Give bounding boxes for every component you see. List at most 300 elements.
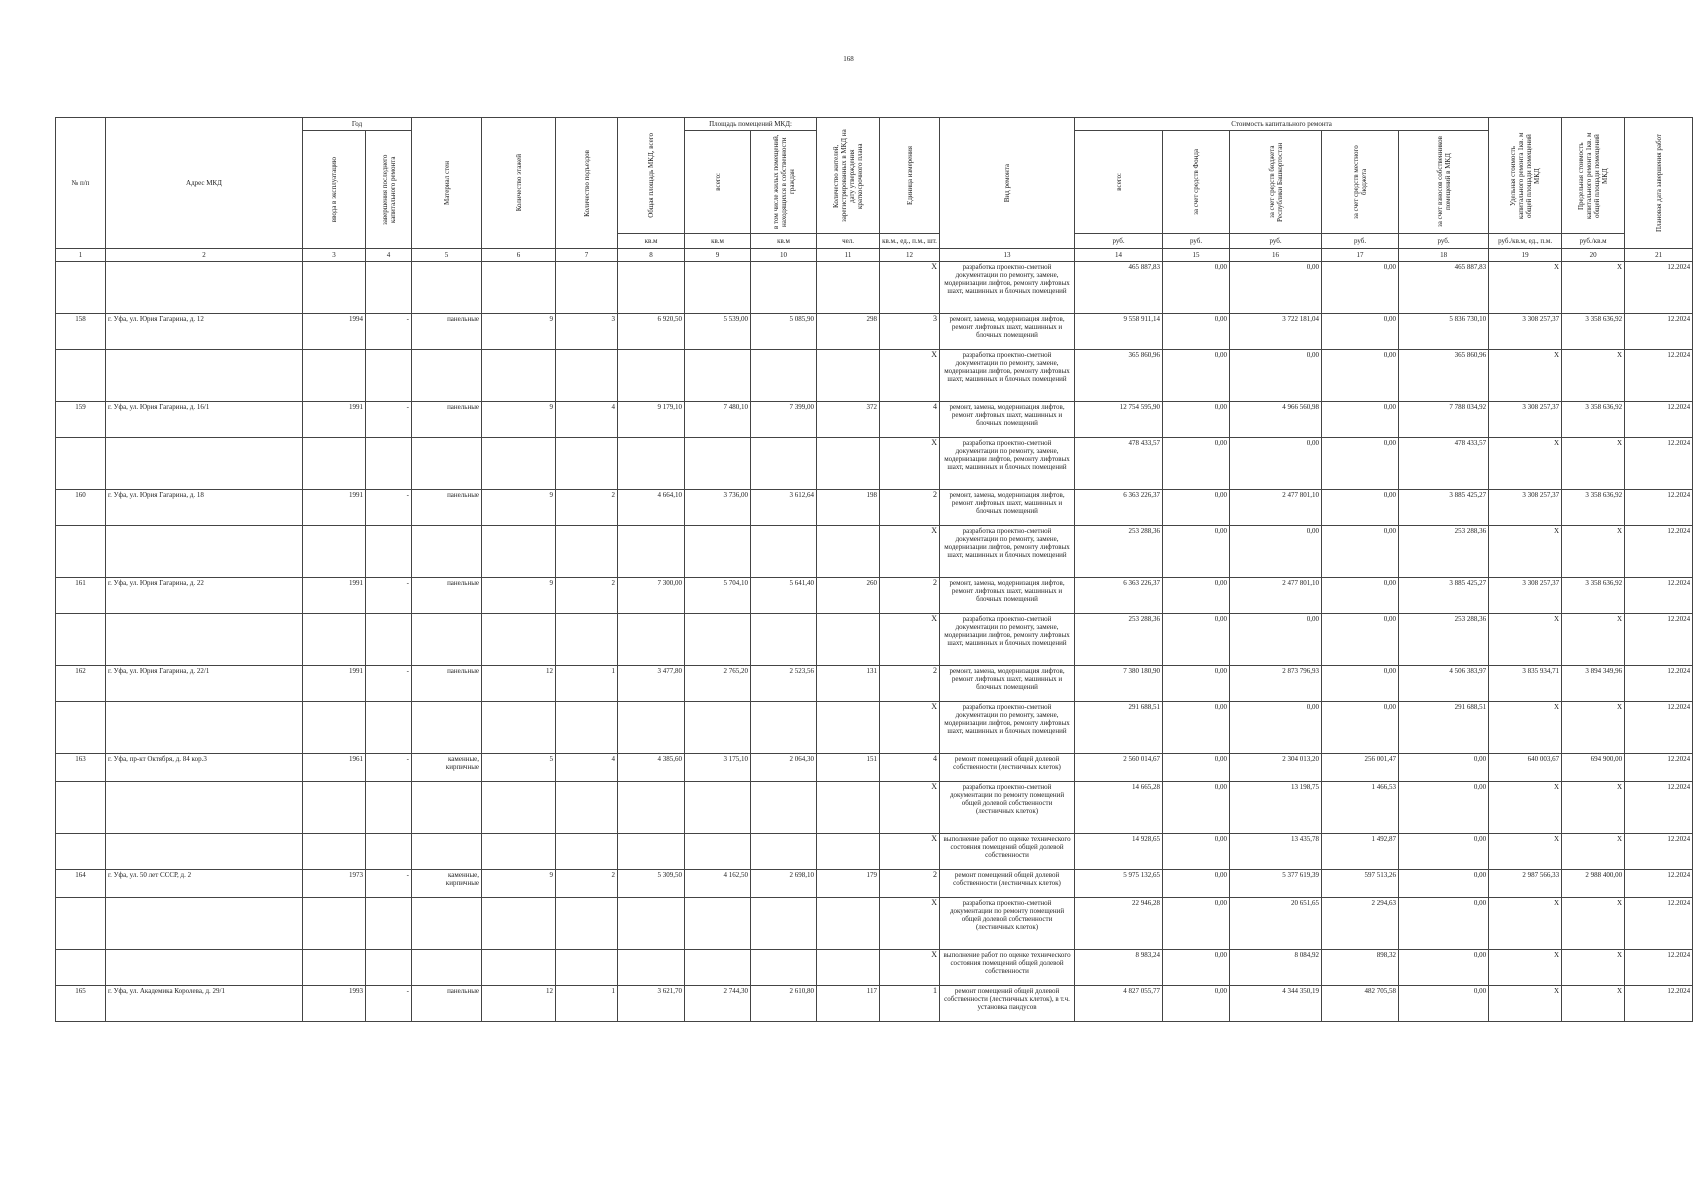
cell-unit: X xyxy=(880,898,940,950)
table-body xyxy=(56,262,1693,1022)
cell-cost-local-budget: 0,00 xyxy=(1322,262,1399,314)
cell-row-number xyxy=(56,350,106,402)
cell-deadline: 12.2024 xyxy=(1625,986,1693,1022)
cell-cost-fund: 0,00 xyxy=(1163,438,1230,490)
cell-entrances: 3 xyxy=(556,314,618,350)
cell-cost-owners: 0,00 xyxy=(1399,898,1489,950)
cell-limit-cost: X xyxy=(1562,438,1625,490)
cell-entrances: 2 xyxy=(556,870,618,898)
cell-work-type: разработка проектно-сметной документации по ремонту, замене, модернизации лифтов, ремонту лифтовых шахт, машинных и блочных помещений xyxy=(940,262,1075,314)
cell-year-last: - xyxy=(366,314,412,350)
cell-entrances xyxy=(556,702,618,754)
cell-unit-cost: X xyxy=(1489,950,1562,986)
cell-entrances xyxy=(556,262,618,314)
th-fund: за счет средств Фонда xyxy=(1163,131,1230,234)
cell-cost-owners: 0,00 xyxy=(1399,950,1489,986)
cell-row-number xyxy=(56,262,106,314)
cell-cost-local-budget: 898,32 xyxy=(1322,950,1399,986)
cell-area-owned xyxy=(751,782,817,834)
cell-cost-total: 7 380 180,90 xyxy=(1075,666,1163,702)
cell-year-built xyxy=(303,438,366,490)
cell-cost-local-budget: 2 294,63 xyxy=(1322,898,1399,950)
cell-year-built xyxy=(303,898,366,950)
cell-address xyxy=(106,950,303,986)
cell-unit: 2 xyxy=(880,870,940,898)
cell-total-area xyxy=(618,438,685,490)
cell-limit-cost: 3 358 636,92 xyxy=(1562,490,1625,526)
cell-row-number xyxy=(56,526,106,578)
table-row xyxy=(56,578,1693,614)
cell-floors: 12 xyxy=(482,986,556,1022)
table-row xyxy=(56,490,1693,526)
col-num: 16 xyxy=(1230,249,1322,262)
capital-repair-table xyxy=(55,117,1693,1022)
col-num: 5 xyxy=(412,249,482,262)
table-header xyxy=(56,118,1693,262)
cell-deadline: 12.2024 xyxy=(1625,402,1693,438)
cell-cost-owners: 3 885 425,27 xyxy=(1399,578,1489,614)
cell-cost-total: 6 363 226,37 xyxy=(1075,578,1163,614)
cell-area-owned xyxy=(751,526,817,578)
col-num: 19 xyxy=(1489,249,1562,262)
table-row xyxy=(56,870,1693,898)
cell-cost-owners: 253 288,36 xyxy=(1399,526,1489,578)
cell-residents: 131 xyxy=(817,666,880,702)
cell-residents: 117 xyxy=(817,986,880,1022)
cell-floors: 9 xyxy=(482,870,556,898)
cell-cost-owners: 0,00 xyxy=(1399,754,1489,782)
cell-address: г. Уфа, ул. Академика Королева, д. 29/1 xyxy=(106,986,303,1022)
cell-entrances: 4 xyxy=(556,402,618,438)
th-area-all: всего: xyxy=(685,131,751,234)
cell-limit-cost: 2 988 400,00 xyxy=(1562,870,1625,898)
cell-floors xyxy=(482,834,556,870)
cell-entrances xyxy=(556,950,618,986)
cell-floors xyxy=(482,350,556,402)
cell-cost-fund: 0,00 xyxy=(1163,898,1230,950)
cell-cost-rb-budget: 8 084,92 xyxy=(1230,950,1322,986)
cell-row-number: 160 xyxy=(56,490,106,526)
cell-cost-local-budget: 0,00 xyxy=(1322,490,1399,526)
table-row xyxy=(56,438,1693,490)
cell-year-last xyxy=(366,350,412,402)
cell-entrances xyxy=(556,782,618,834)
cell-area-owned xyxy=(751,898,817,950)
cell-work-type: ремонт помещений общей долевой собственности (лестничных клеток), в т.ч. установка пандусов xyxy=(940,986,1075,1022)
cell-year-last: - xyxy=(366,666,412,702)
cell-cost-total: 22 946,28 xyxy=(1075,898,1163,950)
cell-deadline: 12.2024 xyxy=(1625,314,1693,350)
cell-year-last xyxy=(366,702,412,754)
cell-year-last: - xyxy=(366,986,412,1022)
cell-cost-fund: 0,00 xyxy=(1163,834,1230,870)
cell-address: г. Уфа, ул. Юрия Гагарина, д. 16/1 xyxy=(106,402,303,438)
th-work-type: Вид ремонта xyxy=(940,118,1075,249)
cell-unit-cost: X xyxy=(1489,438,1562,490)
cell-cost-local-budget: 597 513,26 xyxy=(1322,870,1399,898)
cell-year-built: 1991 xyxy=(303,666,366,702)
cell-residents: 151 xyxy=(817,754,880,782)
cell-floors xyxy=(482,614,556,666)
cell-unit: X xyxy=(880,834,940,870)
cell-wall-material xyxy=(412,526,482,578)
cell-unit: 2 xyxy=(880,578,940,614)
cell-unit-cost: 3 308 257,37 xyxy=(1489,402,1562,438)
cell-cost-fund: 0,00 xyxy=(1163,986,1230,1022)
cell-total-area: 3 477,80 xyxy=(618,666,685,702)
cell-deadline: 12.2024 xyxy=(1625,262,1693,314)
cell-year-last: - xyxy=(366,402,412,438)
cell-deadline: 12.2024 xyxy=(1625,350,1693,402)
cell-residents xyxy=(817,702,880,754)
cell-total-area: 4 385,60 xyxy=(618,754,685,782)
cell-unit-cost: X xyxy=(1489,834,1562,870)
cell-limit-cost: X xyxy=(1562,702,1625,754)
cell-wall-material xyxy=(412,950,482,986)
cell-area-all xyxy=(685,438,751,490)
cell-cost-total: 8 983,24 xyxy=(1075,950,1163,986)
cell-cost-total: 365 860,96 xyxy=(1075,350,1163,402)
cell-limit-cost: 3 358 636,92 xyxy=(1562,314,1625,350)
col-num: 11 xyxy=(817,249,880,262)
cell-cost-total: 14 665,28 xyxy=(1075,782,1163,834)
cell-total-area xyxy=(618,950,685,986)
cell-row-number: 158 xyxy=(56,314,106,350)
th-cost: Стоимость капитального ремонта xyxy=(1075,118,1489,131)
cell-deadline: 12.2024 xyxy=(1625,870,1693,898)
table-row xyxy=(56,754,1693,782)
cell-cost-rb-budget: 0,00 xyxy=(1230,702,1322,754)
cell-unit: 2 xyxy=(880,666,940,702)
cell-area-owned: 2 610,80 xyxy=(751,986,817,1022)
cell-floors: 9 xyxy=(482,490,556,526)
cell-limit-cost: 3 358 636,92 xyxy=(1562,402,1625,438)
cell-cost-local-budget: 0,00 xyxy=(1322,614,1399,666)
cell-unit: X xyxy=(880,614,940,666)
th-floors: Количество этажей xyxy=(482,118,556,249)
cell-entrances xyxy=(556,834,618,870)
cell-deadline: 12.2024 xyxy=(1625,614,1693,666)
table-row xyxy=(56,702,1693,754)
cell-address xyxy=(106,834,303,870)
cell-unit-cost: X xyxy=(1489,782,1562,834)
cell-cost-owners: 478 433,57 xyxy=(1399,438,1489,490)
cell-entrances: 4 xyxy=(556,754,618,782)
cell-cost-rb-budget: 2 304 013,20 xyxy=(1230,754,1322,782)
cell-cost-rb-budget: 0,00 xyxy=(1230,614,1322,666)
cell-cost-fund: 0,00 xyxy=(1163,402,1230,438)
cell-cost-local-budget: 0,00 xyxy=(1322,402,1399,438)
cell-work-type: разработка проектно-сметной документации по ремонту, замене, модернизации лифтов, ремонту лифтовых шахт, машинных и блочных помещений xyxy=(940,350,1075,402)
cell-limit-cost: X xyxy=(1562,898,1625,950)
cell-unit-cost: X xyxy=(1489,986,1562,1022)
table-row xyxy=(56,666,1693,702)
cell-row-number xyxy=(56,950,106,986)
th-residents: Количество жителей, зарегистрированных в МКД на дату утверждения краткосрочного плана xyxy=(817,118,880,234)
cell-unit-cost: X xyxy=(1489,262,1562,314)
cell-year-last: - xyxy=(366,490,412,526)
cell-wall-material: каменные, кирпичные xyxy=(412,870,482,898)
cell-deadline: 12.2024 xyxy=(1625,834,1693,870)
th-wall: Материал стен xyxy=(412,118,482,249)
cell-limit-cost: X xyxy=(1562,782,1625,834)
cell-unit: X xyxy=(880,702,940,754)
th-limit-cost: Предельная стоимость капитального ремонта 1кв. м общей площади помещений МКД xyxy=(1562,118,1625,234)
cell-cost-rb-budget: 0,00 xyxy=(1230,438,1322,490)
cell-area-owned xyxy=(751,262,817,314)
cell-area-all: 3 175,10 xyxy=(685,754,751,782)
cell-cost-local-budget: 256 001,47 xyxy=(1322,754,1399,782)
cell-cost-fund: 0,00 xyxy=(1163,614,1230,666)
col-num: 6 xyxy=(482,249,556,262)
cell-area-owned: 2 064,30 xyxy=(751,754,817,782)
cell-unit-cost: 3 308 257,37 xyxy=(1489,578,1562,614)
cell-unit-cost: 2 987 566,33 xyxy=(1489,870,1562,898)
cell-unit: X xyxy=(880,262,940,314)
cell-wall-material xyxy=(412,782,482,834)
cell-wall-material xyxy=(412,834,482,870)
cell-cost-total: 291 688,51 xyxy=(1075,702,1163,754)
cell-total-area xyxy=(618,898,685,950)
cell-total-area xyxy=(618,350,685,402)
cell-cost-rb-budget: 0,00 xyxy=(1230,350,1322,402)
cell-wall-material xyxy=(412,898,482,950)
cell-cost-owners: 291 688,51 xyxy=(1399,702,1489,754)
column-number-row xyxy=(56,249,1693,262)
table-row xyxy=(56,834,1693,870)
cell-year-built: 1991 xyxy=(303,402,366,438)
cell-deadline: 12.2024 xyxy=(1625,754,1693,782)
cell-unit-cost: 3 308 257,37 xyxy=(1489,490,1562,526)
cell-cost-local-budget: 0,00 xyxy=(1322,526,1399,578)
unit-11: руб./кв.м, ед., п.м. xyxy=(1489,234,1562,249)
cell-floors xyxy=(482,782,556,834)
cell-limit-cost: X xyxy=(1562,262,1625,314)
cell-entrances xyxy=(556,614,618,666)
cell-floors xyxy=(482,262,556,314)
cell-cost-fund: 0,00 xyxy=(1163,262,1230,314)
col-num: 8 xyxy=(618,249,685,262)
cell-cost-rb-budget: 0,00 xyxy=(1230,526,1322,578)
cell-cost-total: 4 827 055,77 xyxy=(1075,986,1163,1022)
cell-year-built xyxy=(303,350,366,402)
cell-limit-cost: X xyxy=(1562,350,1625,402)
th-year-built: ввода в эксплуатацию xyxy=(303,131,366,249)
table-row xyxy=(56,314,1693,350)
th-owners: за счет взносов собственников помещений в МКД xyxy=(1399,131,1489,234)
cell-total-area xyxy=(618,782,685,834)
cell-area-all: 2 765,20 xyxy=(685,666,751,702)
cell-row-number: 163 xyxy=(56,754,106,782)
cell-cost-local-budget: 1 492,87 xyxy=(1322,834,1399,870)
cell-cost-owners: 5 836 730,10 xyxy=(1399,314,1489,350)
cell-area-all: 3 736,00 xyxy=(685,490,751,526)
cell-entrances: 1 xyxy=(556,986,618,1022)
cell-year-built: 1973 xyxy=(303,870,366,898)
col-num: 17 xyxy=(1322,249,1399,262)
cell-wall-material xyxy=(412,702,482,754)
cell-residents xyxy=(817,526,880,578)
cell-cost-total: 9 558 911,14 xyxy=(1075,314,1163,350)
cell-row-number xyxy=(56,782,106,834)
cell-cost-fund: 0,00 xyxy=(1163,666,1230,702)
cell-address: г. Уфа, ул. Юрия Гагарина, д. 22 xyxy=(106,578,303,614)
cell-total-area: 6 920,50 xyxy=(618,314,685,350)
th-year: Год xyxy=(303,118,412,131)
unit-1: кв.м xyxy=(618,234,685,249)
cell-cost-owners: 253 288,36 xyxy=(1399,614,1489,666)
cell-unit-cost: X xyxy=(1489,350,1562,402)
cell-address xyxy=(106,350,303,402)
cell-wall-material xyxy=(412,438,482,490)
cell-entrances xyxy=(556,350,618,402)
cell-unit: X xyxy=(880,782,940,834)
cell-address: г. Уфа, ул. Юрия Гагарина, д. 22/1 xyxy=(106,666,303,702)
cell-work-type: разработка проектно-сметной документации по ремонту помещений общей долевой собственности (лестничных клеток) xyxy=(940,782,1075,834)
cell-total-area xyxy=(618,526,685,578)
cell-address xyxy=(106,614,303,666)
cell-row-number xyxy=(56,898,106,950)
cell-cost-total: 465 887,83 xyxy=(1075,262,1163,314)
cell-residents: 372 xyxy=(817,402,880,438)
unit-6: руб. xyxy=(1075,234,1163,249)
cell-unit-cost: X xyxy=(1489,526,1562,578)
cell-work-type: выполнение работ по оценке технического состояния помещений общей долевой собственности xyxy=(940,950,1075,986)
cell-limit-cost: 694 900,00 xyxy=(1562,754,1625,782)
cell-area-owned xyxy=(751,834,817,870)
col-num: 20 xyxy=(1562,249,1625,262)
cell-deadline: 12.2024 xyxy=(1625,490,1693,526)
cell-unit: 3 xyxy=(880,314,940,350)
cell-year-last xyxy=(366,438,412,490)
cell-wall-material: каменные, кирпичные xyxy=(412,754,482,782)
cell-cost-fund: 0,00 xyxy=(1163,578,1230,614)
cell-residents xyxy=(817,950,880,986)
cell-year-built xyxy=(303,702,366,754)
col-num: 3 xyxy=(303,249,366,262)
th-local-budget: за счет средств местного бюджета xyxy=(1322,131,1399,234)
cell-year-built: 1993 xyxy=(303,986,366,1022)
cell-cost-owners: 4 506 383,97 xyxy=(1399,666,1489,702)
cell-total-area xyxy=(618,834,685,870)
cell-area-owned xyxy=(751,350,817,402)
cell-work-type: разработка проектно-сметной документации по ремонту, замене, модернизации лифтов, ремонту лифтовых шахт, машинных и блочных помещений xyxy=(940,438,1075,490)
cell-deadline: 12.2024 xyxy=(1625,782,1693,834)
cell-floors: 9 xyxy=(482,578,556,614)
cell-cost-local-budget: 0,00 xyxy=(1322,350,1399,402)
cell-work-type: ремонт, замена, модернизация лифтов, ремонт лифтовых шахт, машинных и блочных помещений xyxy=(940,490,1075,526)
col-num: 14 xyxy=(1075,249,1163,262)
cell-wall-material: панельные xyxy=(412,666,482,702)
cell-address: г. Уфа, ул. Юрия Гагарина, д. 12 xyxy=(106,314,303,350)
cell-unit-cost: X xyxy=(1489,702,1562,754)
cell-limit-cost: X xyxy=(1562,986,1625,1022)
cell-year-built: 1961 xyxy=(303,754,366,782)
table-row xyxy=(56,262,1693,314)
cell-area-all xyxy=(685,898,751,950)
cell-residents: 198 xyxy=(817,490,880,526)
cell-address: г. Уфа, ул. 50 лет СССР, д. 2 xyxy=(106,870,303,898)
cell-floors xyxy=(482,950,556,986)
th-entrances: Количество подъездов xyxy=(556,118,618,249)
cell-cost-total: 478 433,57 xyxy=(1075,438,1163,490)
unit-4: чел. xyxy=(817,234,880,249)
cell-cost-fund: 0,00 xyxy=(1163,782,1230,834)
cell-limit-cost: X xyxy=(1562,950,1625,986)
cell-cost-fund: 0,00 xyxy=(1163,490,1230,526)
cell-address xyxy=(106,898,303,950)
cell-limit-cost: 3 358 636,92 xyxy=(1562,578,1625,614)
cell-total-area xyxy=(618,262,685,314)
cell-cost-fund: 0,00 xyxy=(1163,526,1230,578)
cell-entrances: 2 xyxy=(556,578,618,614)
unit-3: кв.м xyxy=(751,234,817,249)
cell-row-number: 162 xyxy=(56,666,106,702)
cell-cost-rb-budget: 4 966 560,98 xyxy=(1230,402,1322,438)
cell-year-last xyxy=(366,834,412,870)
cell-unit: X xyxy=(880,950,940,986)
cell-work-type: ремонт, замена, модернизация лифтов, ремонт лифтовых шахт, машинных и блочных помещений xyxy=(940,314,1075,350)
cell-deadline: 12.2024 xyxy=(1625,898,1693,950)
cell-area-all: 5 704,10 xyxy=(685,578,751,614)
cell-entrances xyxy=(556,898,618,950)
cell-cost-total: 5 975 132,65 xyxy=(1075,870,1163,898)
cell-floors xyxy=(482,526,556,578)
th-unit: Единица измерения xyxy=(880,118,940,234)
th-unit-cost: Удельная стоимость капитального ремонта 1кв. м общей площади помещений МКД xyxy=(1489,118,1562,234)
cell-residents xyxy=(817,898,880,950)
cell-area-all xyxy=(685,350,751,402)
cell-year-last xyxy=(366,782,412,834)
cell-cost-fund: 0,00 xyxy=(1163,870,1230,898)
cell-cost-rb-budget: 3 722 181,04 xyxy=(1230,314,1322,350)
cell-work-type: разработка проектно-сметной документации по ремонту помещений общей долевой собственности (лестничных клеток) xyxy=(940,898,1075,950)
col-num: 1 xyxy=(56,249,106,262)
cell-year-last xyxy=(366,614,412,666)
cell-address xyxy=(106,702,303,754)
cell-limit-cost: X xyxy=(1562,526,1625,578)
cell-wall-material xyxy=(412,614,482,666)
cell-year-last: - xyxy=(366,870,412,898)
cell-cost-total: 2 560 014,67 xyxy=(1075,754,1163,782)
th-rb-budget: за счет средств бюджета Республики Башкортостан xyxy=(1230,131,1322,234)
cell-unit: 1 xyxy=(880,986,940,1022)
cell-year-last xyxy=(366,526,412,578)
cell-cost-total: 12 754 595,90 xyxy=(1075,402,1163,438)
cell-cost-fund: 0,00 xyxy=(1163,754,1230,782)
table-row xyxy=(56,782,1693,834)
cell-floors: 5 xyxy=(482,754,556,782)
cell-residents xyxy=(817,614,880,666)
cell-wall-material: панельные xyxy=(412,986,482,1022)
cell-residents xyxy=(817,350,880,402)
cell-year-built xyxy=(303,782,366,834)
cell-total-area: 4 664,10 xyxy=(618,490,685,526)
cell-deadline: 12.2024 xyxy=(1625,578,1693,614)
cell-row-number: 161 xyxy=(56,578,106,614)
cell-residents: 179 xyxy=(817,870,880,898)
cell-total-area: 9 179,10 xyxy=(618,402,685,438)
cell-cost-fund: 0,00 xyxy=(1163,702,1230,754)
cell-unit: 4 xyxy=(880,402,940,438)
cell-address xyxy=(106,438,303,490)
cell-cost-rb-budget: 0,00 xyxy=(1230,262,1322,314)
cell-entrances: 2 xyxy=(556,490,618,526)
cell-floors: 9 xyxy=(482,402,556,438)
page-number: 168 xyxy=(843,55,854,63)
cell-floors xyxy=(482,702,556,754)
cell-cost-rb-budget: 5 377 619,39 xyxy=(1230,870,1322,898)
